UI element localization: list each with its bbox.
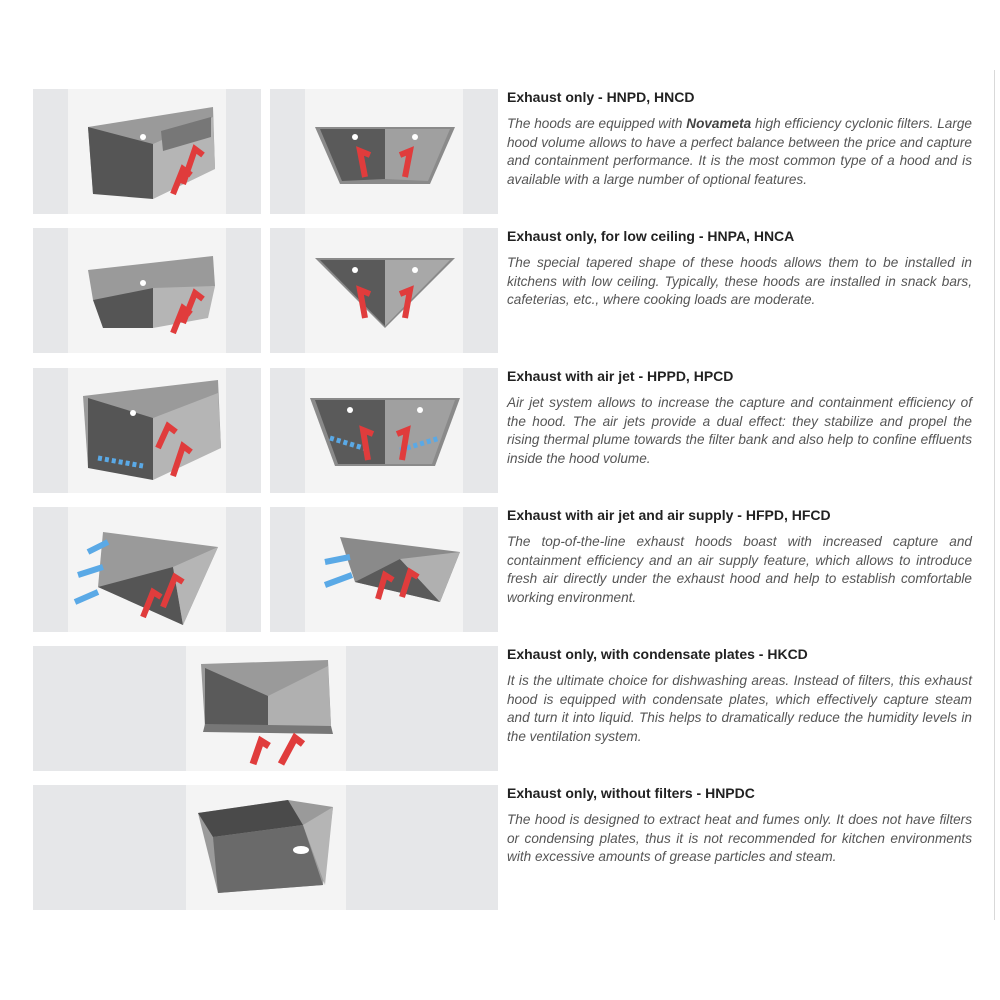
section-description: The top-of-the-line exhaust hoods boast with increased capture and containment efficiency and an air supply feature, which allows to introduce fresh air directly under the exhaust hood and help to establish comfortable working environment. bbox=[507, 534, 972, 605]
page-divider-line bbox=[994, 70, 995, 920]
hood-image-central-hncd bbox=[270, 89, 498, 214]
section-title: Exhaust only, without filters - HNPDC bbox=[507, 785, 755, 801]
hood-image-wall-hnpd bbox=[33, 89, 261, 214]
section-description: The special tapered shape of these hoods allows them to be installed in kitchens with low ceiling. Typically, these hoods are installed in snack bars, cafeterias, etc., where cooking loads are moderate. bbox=[507, 255, 972, 307]
hood-image-central-hpcd bbox=[270, 368, 498, 493]
hood-image-central-hfcd bbox=[270, 507, 498, 632]
section-description: The hoods are equipped with Novameta high efficiency cyclonic filters. Large hood volume allows to have a perfect balance between the price and capture and containment performance. It is the most common type of a hood and is available with a large number of optional features. bbox=[507, 116, 972, 187]
hood-image-central-hnca bbox=[270, 228, 498, 353]
hood-image-hnpdc bbox=[33, 785, 498, 910]
hood-image-hkcd bbox=[33, 646, 498, 771]
section-title: Exhaust with air jet and air supply - HFPD, HFCD bbox=[507, 507, 831, 523]
section-description: The hood is designed to extract heat and fumes only. It does not have filters or condensing plates, thus it is not recommended for kitchen environments with excessive amounts of grease particles and steam. bbox=[507, 812, 972, 864]
hood-image-wall-hnpa bbox=[33, 228, 261, 353]
section-title: Exhaust only, with condensate plates - HKCD bbox=[507, 646, 808, 662]
hood-image-wall-hfpd bbox=[33, 507, 261, 632]
section-title: Exhaust only - HNPD, HNCD bbox=[507, 89, 695, 105]
section-title: Exhaust only, for low ceiling - HNPA, HNCA bbox=[507, 228, 795, 244]
section-description: Air jet system allows to increase the capture and containment efficiency of the hood. The air jets provide a dual effect: they stabilize and propel the rising thermal plume towards the filter bank and also help to confine effluents inside the hood volume. bbox=[507, 395, 972, 466]
hood-image-wall-hppd bbox=[33, 368, 261, 493]
section-title: Exhaust with air jet - HPPD, HPCD bbox=[507, 368, 734, 384]
section-description: It is the ultimate choice for dishwashing areas. Instead of filters, this exhaust hood is equipped with condensate plates, which effectively capture steam and turn it into liquid. This helps to dramatically reduce the humidity levels in the ventilation system. bbox=[507, 673, 972, 744]
